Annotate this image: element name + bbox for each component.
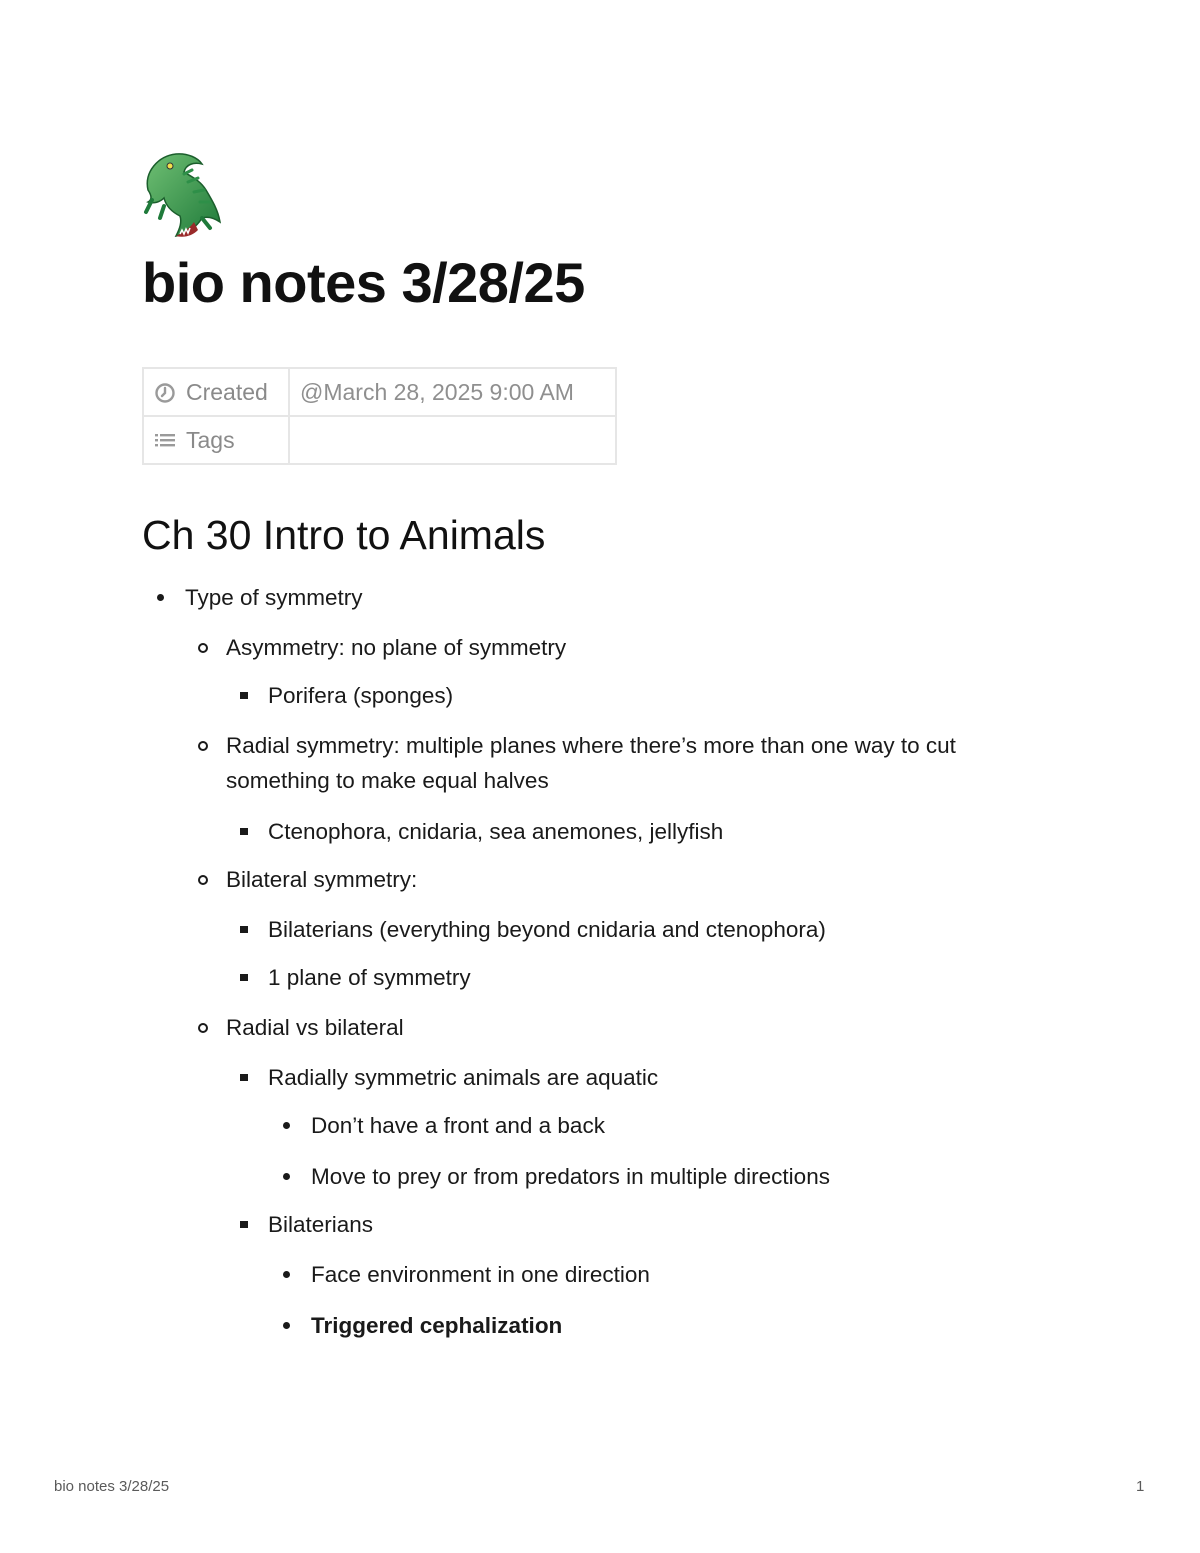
list-item-text: Bilaterians	[268, 1212, 374, 1237]
list-item-text: Move to prey or from predators in multiple directions	[311, 1164, 830, 1189]
list-item	[311, 1159, 1040, 1194]
bullet-circle-icon	[198, 741, 208, 751]
list-item	[268, 678, 1040, 713]
section-heading: Ch 30 Intro to Animals	[142, 512, 546, 558]
bullet-disc-icon	[157, 594, 164, 601]
property-label-text: Created	[186, 378, 268, 405]
bullet-disc-icon	[283, 1173, 290, 1180]
list-item-text: Radially symmetric animals are aquatic	[268, 1065, 659, 1090]
list-item-text: Bilaterians (everything beyond cnidaria and ctenophora)	[268, 917, 826, 942]
list-item-text: Porifera (sponges)	[268, 683, 454, 708]
list-item	[268, 814, 1040, 849]
list-item-text: Ctenophora, cnidaria, sea anemones, jellyfish	[268, 819, 724, 844]
list-item-text: Triggered cephalization	[311, 1313, 563, 1338]
list-item	[268, 960, 1040, 995]
bullet-square-icon	[240, 926, 248, 933]
list-item	[226, 728, 1040, 798]
bullet-disc-icon	[283, 1322, 290, 1329]
list-item	[226, 862, 1040, 897]
list-item	[226, 1010, 1040, 1045]
footer-doc-title: bio notes 3/28/25	[54, 1478, 170, 1495]
list-item-text: Asymmetry: no plane of symmetry	[226, 635, 567, 660]
list-item	[311, 1108, 1040, 1143]
list-item-text: Radial symmetry: multiple planes where there’s more than one way to cut something to make equal halves	[226, 733, 956, 793]
bullet-square-icon	[240, 692, 248, 699]
bullet-disc-icon	[283, 1122, 290, 1129]
bullet-circle-icon	[198, 1023, 208, 1033]
list-item-text: Face environment in one direction	[311, 1262, 650, 1287]
list-item-text: Don’t have a front and a back	[311, 1113, 605, 1138]
list-item	[185, 580, 1040, 615]
created-date-value[interactable]: @March 28, 2025 9:00 AM	[289, 368, 616, 416]
list-item	[268, 1207, 1040, 1242]
page-title: bio notes 3/28/25	[142, 251, 585, 314]
list-item	[268, 1060, 1040, 1095]
property-label-text: Tags	[186, 426, 235, 453]
list-item-text: Radial vs bilateral	[226, 1015, 404, 1040]
list-item	[311, 1257, 1040, 1292]
list-item	[311, 1308, 1040, 1343]
list-item-text: Type of symmetry	[185, 585, 363, 610]
bullet-circle-icon	[198, 643, 208, 653]
bullet-square-icon	[240, 1221, 248, 1228]
bullet-square-icon	[240, 1074, 248, 1081]
list-item-text: Bilateral symmetry:	[226, 867, 418, 892]
bullet-square-icon	[240, 974, 248, 981]
bullet-circle-icon	[198, 875, 208, 885]
list-item	[268, 912, 1040, 947]
bullet-disc-icon	[283, 1271, 290, 1278]
footer-page-number: 1	[1136, 1478, 1145, 1495]
list-item	[226, 630, 1040, 665]
bullet-square-icon	[240, 828, 248, 835]
list-item-text: 1 plane of symmetry	[268, 965, 471, 990]
